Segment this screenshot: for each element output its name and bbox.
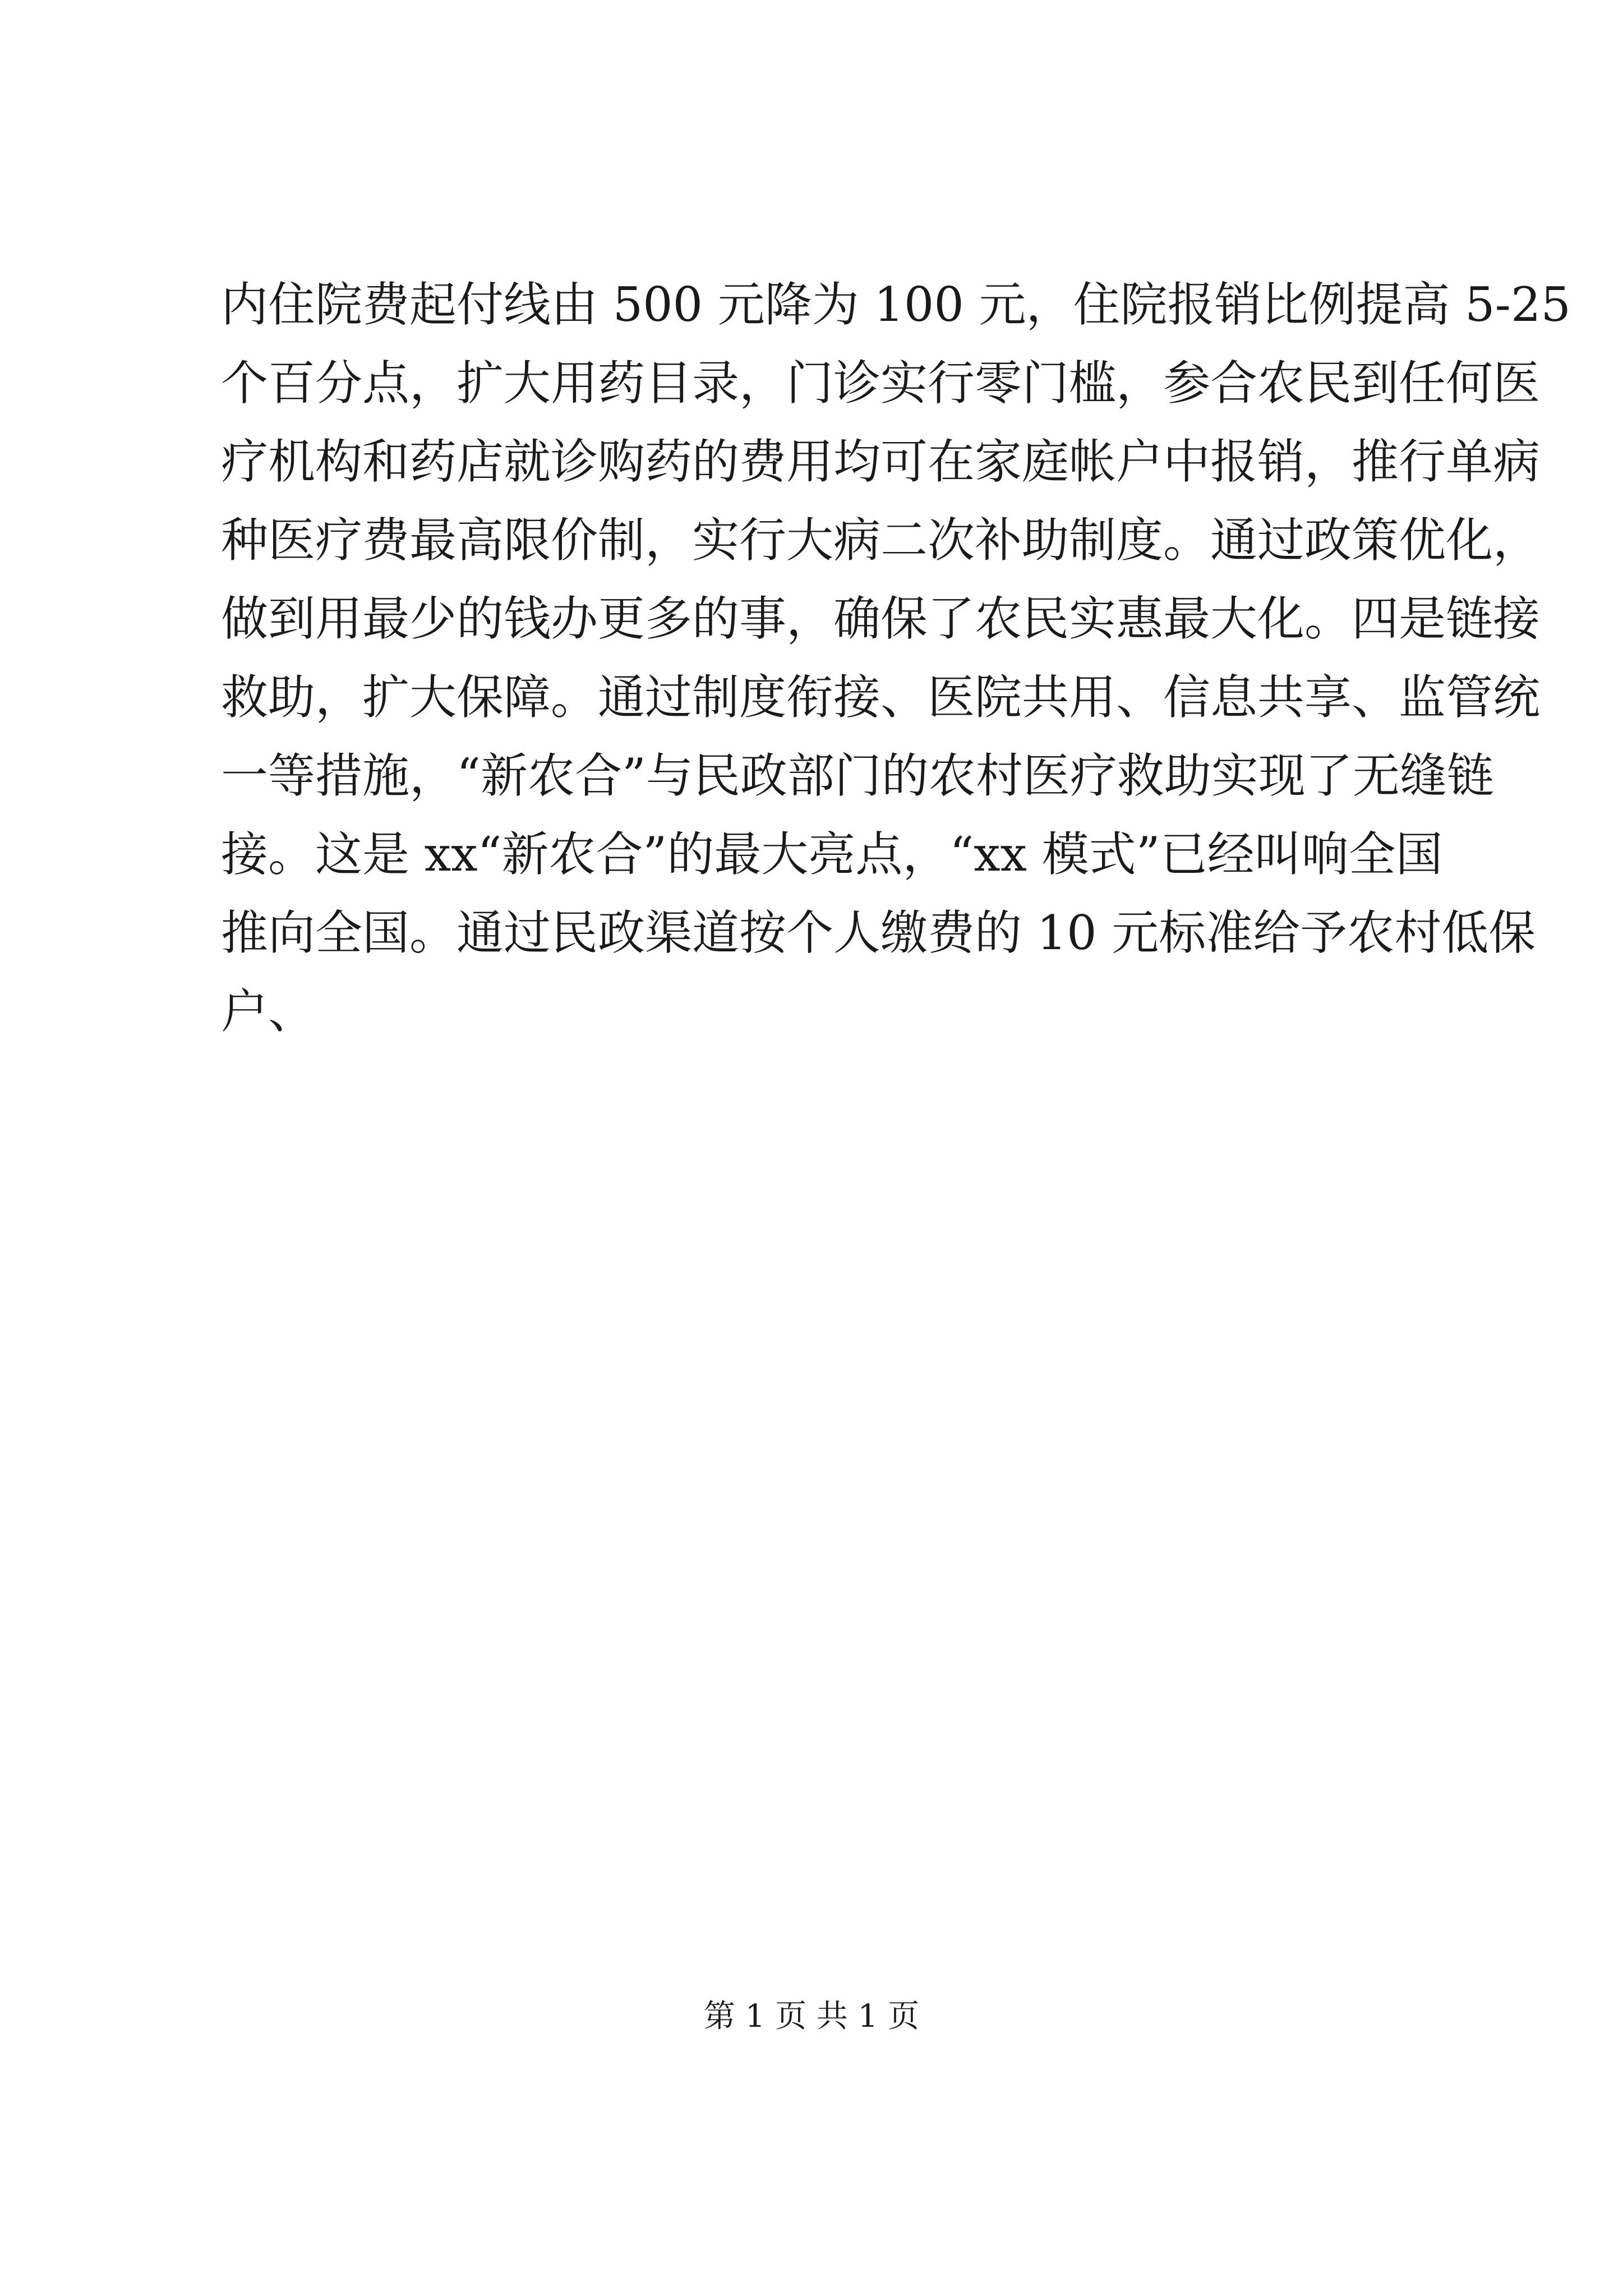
text-line: 内住院费起付线由 500 元降为 100 元，住院报销比例提高 5-25 (221, 277, 1571, 332)
text-line: 种医疗费最高限价制，实行大病二次补助制度。通过政策优化， (221, 513, 1541, 568)
text-line: 做到用最少的钱办更多的事，确保了农民实惠最大化。四是链接 (221, 591, 1541, 646)
body-paragraph (221, 265, 1571, 1051)
text-line: 推向全国。通过民政渠道按个人缴费的 10 元标准给予农村低保 (221, 905, 1536, 960)
text-line: 救助，扩大保障。通过制度衔接、医院共用、信息共享、监管统 (221, 670, 1541, 725)
text-line: 户、 (221, 984, 316, 1039)
text-line: 接。这是 xx“新农合”的最大亮点，“xx 模式”已经叫响全国 (221, 827, 1443, 882)
text-line: 个百分点，扩大用药目录，门诊实行零门槛，参合农民到任何医 (221, 356, 1541, 411)
page-number: 第 1 页 共 1 页 (703, 1998, 920, 2035)
page-footer (0, 1997, 1623, 2036)
text-line: 疗机构和药店就诊购药的费用均可在家庭帐户中报销，推行单病 (221, 434, 1541, 489)
text-line: 一等措施，“新农合”与民政部门的农村医疗救助实现了无缝链 (221, 748, 1494, 803)
